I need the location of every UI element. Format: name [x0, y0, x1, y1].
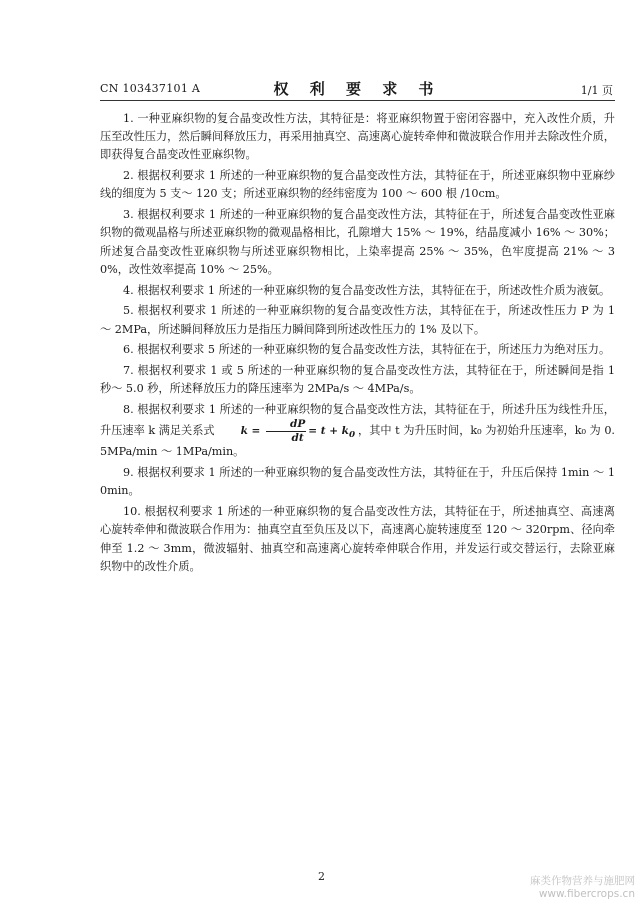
claim-8-text-before: 8. 根据权利要求 1 所述的一种亚麻织物的复合晶变改性方法，其特征在于，所述升压为线性升压，升压速率 k 满足关系式 — [100, 403, 615, 438]
claim-9: 9. 根据权利要求 1 所述的一种亚麻织物的复合晶变改性方法，其特征在于，升压后保持 1min ～ 10min。 — [100, 466, 615, 498]
formula-lhs: k — [240, 425, 248, 438]
publication-number: CN 103437101 A — [100, 82, 201, 95]
rate-formula: k = $\frac{dP}{dt}$ = $t + k_0$ — [240, 418, 356, 444]
watermark-url: www.fibercrops.cn — [538, 888, 635, 900]
page-indicator: 1/1 页 — [580, 84, 613, 97]
claim-7: 7. 根据权利要求 1 或 5 所述的一种亚麻织物的复合晶变改性方法，其特征在于，所述瞬间是指 1 秒～ 5.0 秒，所述释放压力的降压速率为 2MPa/s ～ 4MPa/s。 — [100, 364, 615, 396]
claim-10: 10. 根据权利要求 1 所述的一种亚麻织物的复合晶变改性方法，其特征在于，所述抽真空、高速离心旋转牵伸和微波联合作用为：抽真空直至负压及以下，高速离心旋转速度至 120 ～ 320rpm、径向牵伸至 1.2 ～ 3mm，微波辐射、抽真空和高速离心旋转牵伸联合作用，并发运行或交替运行，去除亚麻织物中的改性介质。 — [100, 505, 615, 573]
formula-denominator: dt — [291, 431, 304, 444]
claim-8 — [100, 401, 615, 461]
page-header — [100, 78, 615, 98]
claims-section — [100, 110, 615, 579]
formula-numerator: dP — [266, 419, 306, 432]
claim-6: 6. 根据权利要求 5 所述的一种亚麻织物的复合晶变改性方法，其特征在于，所述压力为绝对压力。 — [123, 343, 611, 357]
header-divider — [100, 100, 615, 101]
page-title: 权 利 要 求 书 — [273, 80, 442, 98]
claim-3: 3. 根据权利要求 1 所述的一种亚麻织物的复合晶变改性方法，其特征在于，所述复合晶变改性亚麻织物的微观晶格与所述亚麻织物的微观晶格相比，孔隙增大 15% ～ 19%，结晶度减小 16% ～ 30%；所述复合晶变改性亚麻织物与所述亚麻织物相比，上染率提高 25% ～ 35%，色牢度提高 21% ～ 30%，改性效率提高 10% ～ 25%。 — [100, 208, 615, 276]
formula-rhs: = t + k — [308, 425, 349, 438]
watermark-name: 麻类作物营养与施肥网 — [530, 875, 635, 887]
formula-subscript: 0 — [348, 430, 356, 441]
claim-5: 5. 根据权利要求 1 所述的一种亚麻织物的复合晶变改性方法，其特征在于，所述改性压力 P 为 1 ～ 2MPa，所述瞬间释放压力是指压力瞬间降到所述改性压力的 1% 及以下。 — [100, 304, 615, 336]
claim-2: 2. 根据权利要求 1 所述的一种亚麻织物的复合晶变改性方法，其特征在于，所述亚麻织物中亚麻纱线的细度为 5 支～ 120 支；所述亚麻织物的经纬密度为 100 ～ 600 根 /10cm。 — [100, 169, 615, 201]
claim-1: 1. 一种亚麻织物的复合晶变改性方法，其特征是：将亚麻织物置于密闭容器中，充入改性介质，升压至改性压力，然后瞬间释放压力，再采用抽真空、高速离心旋转牵伸和微波联合作用并去除改性介质，即获得复合晶变改性亚麻织物。 — [100, 112, 615, 162]
claim-4: 4. 根据权利要求 1 所述的一种亚麻织物的复合晶变改性方法，其特征在于，所述改性介质为液氨。 — [123, 283, 611, 297]
formula-fraction — [266, 419, 306, 443]
site-watermark — [530, 875, 635, 901]
claim-8-text-after: ，其中 t 为升压时间，k₀ 为初始升压速率，k₀ 为 0.5MPa/min ～ 1MPa/min。 — [100, 424, 615, 459]
page-number: 2 — [318, 870, 325, 883]
